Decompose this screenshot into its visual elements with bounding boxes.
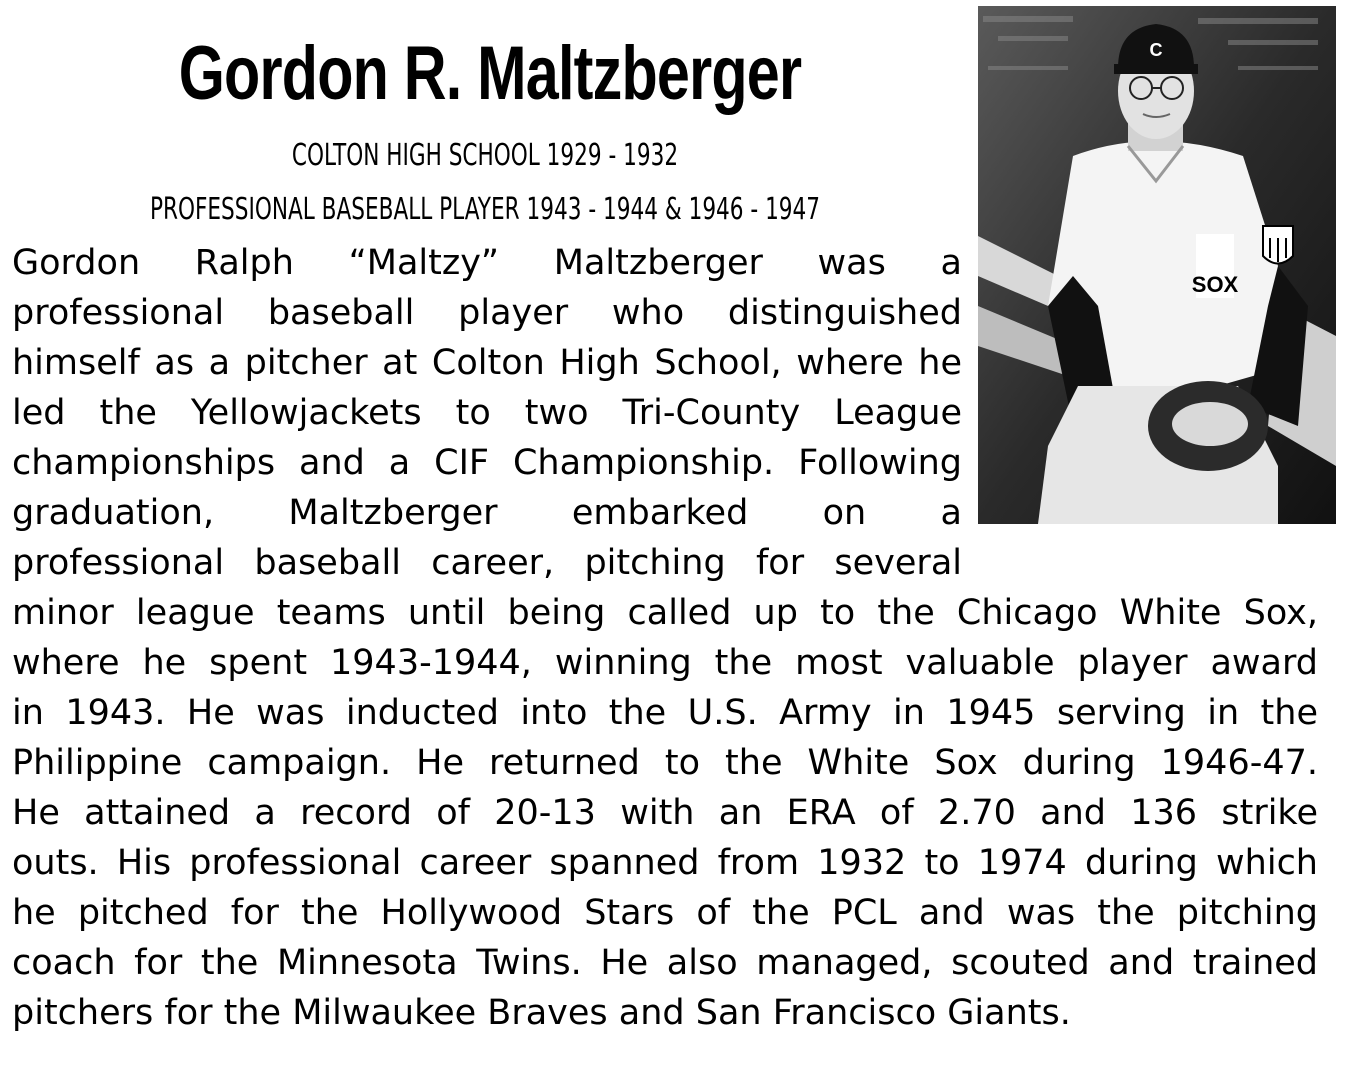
bio-line: where he spent 1943-1944, winning the most valuable player award	[12, 643, 1318, 683]
bio-line: minor league teams until being called up to the Chicago White Sox,	[12, 593, 1318, 633]
bio-line: pitchers for the Milwaukee Braves and San Francisco Giants.	[12, 993, 1071, 1033]
school-years: COLTON HIGH SCHOOL 1929 - 1932	[291, 138, 679, 173]
page-title: Gordon R. Maltzberger	[178, 31, 802, 116]
bio-line: coach for the Minnesota Twins. He also managed, scouted and trained	[12, 943, 1318, 983]
bio-line: outs. His professional career spanned from 1932 to 1974 during which	[12, 843, 1318, 883]
bio-line: championships and a CIF Championship. Following	[12, 443, 962, 483]
bio-line: Philippine campaign. He returned to the White Sox during 1946-47.	[12, 743, 1318, 783]
career-years: PROFESSIONAL BASEBALL PLAYER 1943 - 1944 & 1946 - 1947	[149, 192, 821, 227]
biography-text	[12, 238, 1318, 1038]
bio-line: He attained a record of 20-13 with an ERA of 2.70 and 136 strike	[12, 793, 1318, 833]
bio-line: graduation, Maltzberger embarked on a	[12, 493, 962, 533]
cap-letter: C	[1149, 40, 1163, 60]
bio-line: himself as a pitcher at Colton High School, where he	[12, 343, 962, 383]
bio-line: Gordon Ralph “Maltzy” Maltzberger was a	[12, 243, 962, 283]
bio-line: in 1943. He was inducted into the U.S. Army in 1945 serving in the	[12, 693, 1318, 733]
bio-line: led the Yellowjackets to two Tri-County League	[12, 393, 962, 433]
bio-line: he pitched for the Hollywood Stars of the PCL and was the pitching	[12, 893, 1318, 933]
jersey-logo: SOX	[1191, 272, 1239, 297]
bio-line: professional baseball player who distinguished	[12, 293, 962, 333]
bio-line: professional baseball career, pitching for several	[12, 543, 962, 583]
